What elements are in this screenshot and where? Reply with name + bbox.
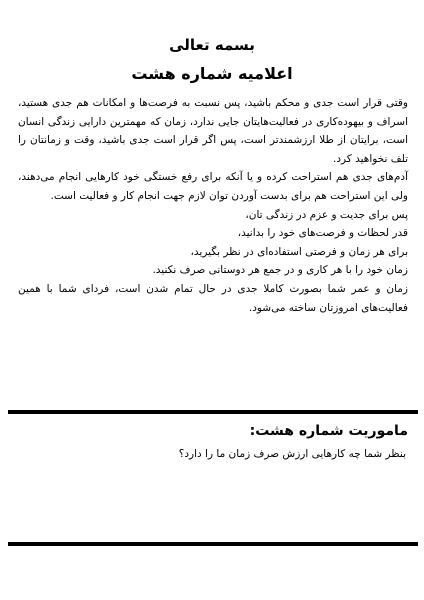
basmala-heading: بسمه تعالی	[169, 36, 255, 54]
body-paragraph: وقتی قرار است جدی و محکم باشید، پس نسبت به فرصت‌ها و امکانات هم جدی هستید، اسراف و بیهوده‌کاری در فعالیت‌هایتان جایی ندارد، زمان که مهمترین دارایی زندگی انسان است، برایتان از طلا ارزشمندتر است، پس اگر قرار است جدی باشید، وقت و زمانتان را تلف نخواهید کرد.	[18, 97, 408, 165]
body-paragraph: برای هر زمان و فرصتی استفاده‌ای در نظر بگیرید،	[190, 245, 408, 258]
mission-question: بنظر شما چه کارهایی ارزش صرف زمان ما را دارد؟	[178, 448, 406, 460]
body-paragraph: آدم‌های جدی هم استراحت کرده و یا آنکه برای رفع خستگی خود کارهایی انجام می‌دهند، ولی این استراحت هم برای بدست آوردن توان لازم جهت انجام کار و فعالیت است.	[18, 171, 408, 202]
body-paragraph: زمان خود را با هر کاری و در جمع هر دوستانی صرف نکنید.	[152, 264, 408, 277]
section-divider-top	[8, 410, 418, 414]
body-paragraph: پس برای جدیت و عزم در زندگی تان،	[245, 208, 408, 221]
section-divider-bottom	[8, 542, 418, 546]
body-paragraph: زمان و عمر شما بصورت کاملا جدی در حال تمام شدن است، فردای شما با همین فعالیت‌های امروزتان ساخته می‌شود.	[18, 282, 408, 314]
announcement-body	[18, 94, 408, 317]
mission-title: ماموریت شماره هشت:	[249, 423, 408, 439]
page-title: اعلامیه شماره هشت	[131, 64, 293, 83]
body-paragraph: قدر لحظات و فرصت‌های خود را بدانید،	[237, 227, 408, 240]
